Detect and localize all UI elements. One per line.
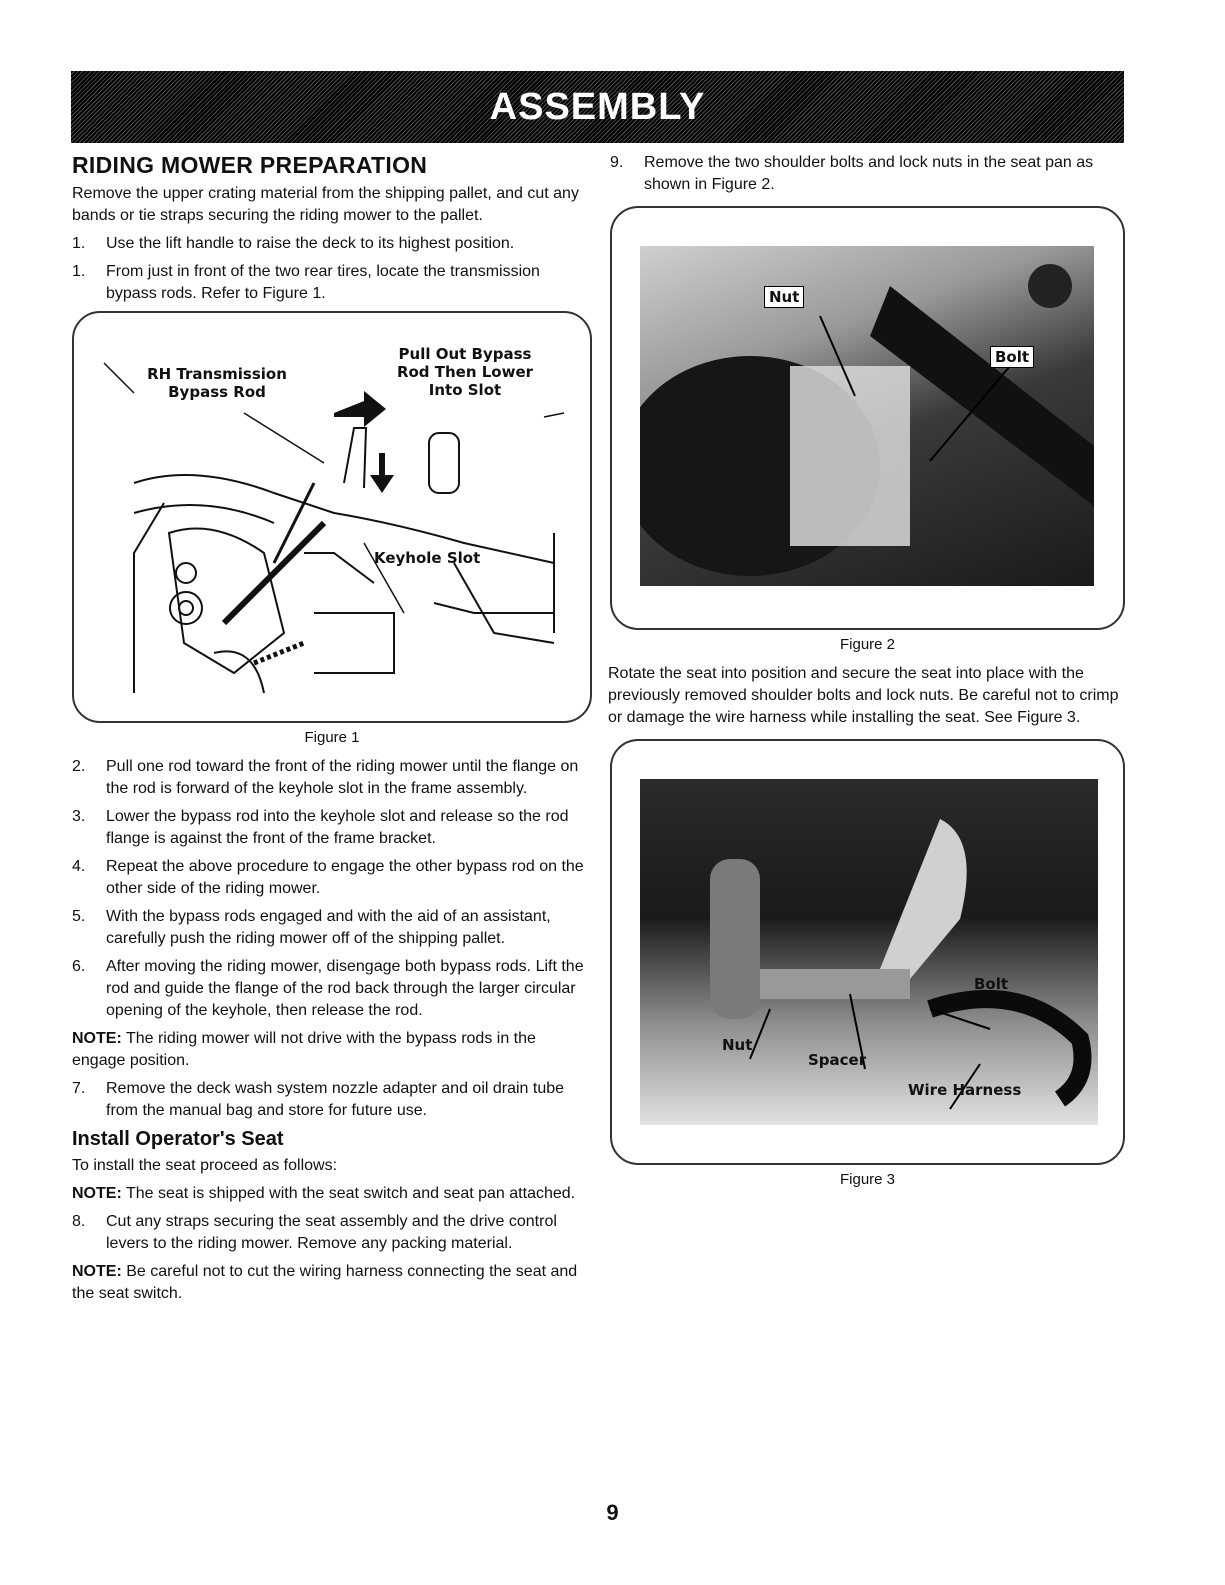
section-title: ASSEMBLY xyxy=(489,85,706,128)
figure-3-box xyxy=(610,739,1125,1165)
section-banner xyxy=(71,71,1124,143)
note-label: NOTE: xyxy=(72,1030,122,1047)
install-intro: To install the seat proceed as follows: xyxy=(72,1157,338,1174)
step-number: 9. xyxy=(610,154,624,171)
wire-harness-label: Wire Harness xyxy=(908,1081,1022,1099)
step-number: 2. xyxy=(72,758,86,775)
step-6 xyxy=(72,956,592,1022)
nut-label: Nut xyxy=(764,286,804,308)
step-text: After moving the riding mower, disengage both bypass rods. Lift the rod and guide the flange of the rod back through the larger circular opening of the keyhole, then release the rod. xyxy=(106,958,584,1019)
pull-out-bypass-label: Pull Out Bypass Rod Then Lower Into Slot xyxy=(396,345,534,399)
figure-1-box xyxy=(72,311,592,723)
step-text: Use the lift handle to raise the deck to its highest position. xyxy=(106,235,515,252)
spacer-label: Spacer xyxy=(808,1051,867,1069)
step-text: Lower the bypass rod into the keyhole slot and release so the rod flange is against the front of the frame bracket. xyxy=(106,808,569,847)
step-number: 8. xyxy=(72,1213,86,1230)
bolt-label-fig3: Bolt xyxy=(974,975,1009,993)
note-seat-shipped xyxy=(72,1183,592,1205)
figure-3-caption: Figure 3 xyxy=(839,1171,896,1188)
step-3 xyxy=(72,806,592,850)
figure-1-caption: Figure 1 xyxy=(304,729,360,746)
step-number: 6. xyxy=(72,958,86,975)
seat-pan-shapes xyxy=(640,246,1094,586)
note-wiring xyxy=(72,1261,592,1305)
note-label: NOTE: xyxy=(72,1185,122,1202)
step-9 xyxy=(610,152,1125,196)
step-number: 1. xyxy=(72,263,86,280)
step-text: From just in front of the two rear tires, locate the transmission bypass rods. Refer to Figure 1. xyxy=(106,263,540,302)
step-text: With the bypass rods engaged and with the aid of an assistant, carefully push the riding mower off of the shipping pallet. xyxy=(106,908,551,947)
figure-2-caption: Figure 2 xyxy=(839,636,896,653)
page-number: 9 xyxy=(606,1500,619,1525)
step-7 xyxy=(72,1078,592,1122)
left-column xyxy=(72,152,592,1311)
step-number: 4. xyxy=(72,858,86,875)
note-label: NOTE: xyxy=(72,1263,122,1280)
intro-paragraph: Remove the upper crating material from the shipping pallet, and cut any bands or tie straps securing the riding mower to the pallet. xyxy=(72,185,579,224)
rotate-seat-paragraph: Rotate the seat into position and secure the seat into place with the previously removed shoulder bolts and lock nuts. Be careful not to crimp or damage the wire harness while installing the seat. See Figure 3. xyxy=(608,665,1119,726)
step-4 xyxy=(72,856,592,900)
step-text: Cut any straps securing the seat assembly and the drive control levers to the riding mower. Remove any packing material. xyxy=(106,1213,557,1252)
step-number: 1. xyxy=(72,235,86,252)
seat-pan-photo xyxy=(640,246,1094,586)
nut-label-fig3: Nut xyxy=(722,1036,753,1054)
step-1b xyxy=(72,261,592,305)
figure-2-box xyxy=(610,206,1125,630)
step-1a xyxy=(72,233,592,255)
step-text: Remove the two shoulder bolts and lock nuts in the seat pan as shown in Figure 2. xyxy=(644,154,1094,193)
install-seat-heading: Install Operator's Seat xyxy=(72,1128,284,1150)
step-number: 3. xyxy=(72,808,86,825)
seat-install-shapes xyxy=(640,779,1098,1125)
step-5 xyxy=(72,906,592,950)
step-text: Repeat the above procedure to engage the other bypass rod on the other side of the riding mower. xyxy=(106,858,584,897)
note-text: Be careful not to cut the wiring harness connecting the seat and the seat switch. xyxy=(72,1263,578,1302)
step-number: 5. xyxy=(72,908,86,925)
step-number: 7. xyxy=(72,1080,86,1097)
rh-transmission-label: RH Transmission Bypass Rod xyxy=(147,365,287,401)
step-8 xyxy=(72,1211,592,1255)
note-text: The seat is shipped with the seat switch and seat pan attached. xyxy=(121,1185,576,1202)
riding-mower-preparation-heading: RIDING MOWER PREPARATION xyxy=(72,152,428,178)
step-text: Remove the deck wash system nozzle adapter and oil drain tube from the manual bag and store for future use. xyxy=(106,1080,565,1119)
seat-install-photo xyxy=(640,779,1098,1125)
right-column xyxy=(610,152,1125,1198)
bolt-label: Bolt xyxy=(990,346,1034,368)
keyhole-slot-label: Keyhole Slot xyxy=(374,549,481,567)
note-bypass xyxy=(72,1028,592,1072)
step-2 xyxy=(72,756,592,800)
note-text: The riding mower will not drive with the bypass rods in the engage position. xyxy=(72,1030,536,1069)
step-text: Pull one rod toward the front of the riding mower until the flange on the rod is forward of the keyhole slot in the frame assembly. xyxy=(106,758,579,797)
